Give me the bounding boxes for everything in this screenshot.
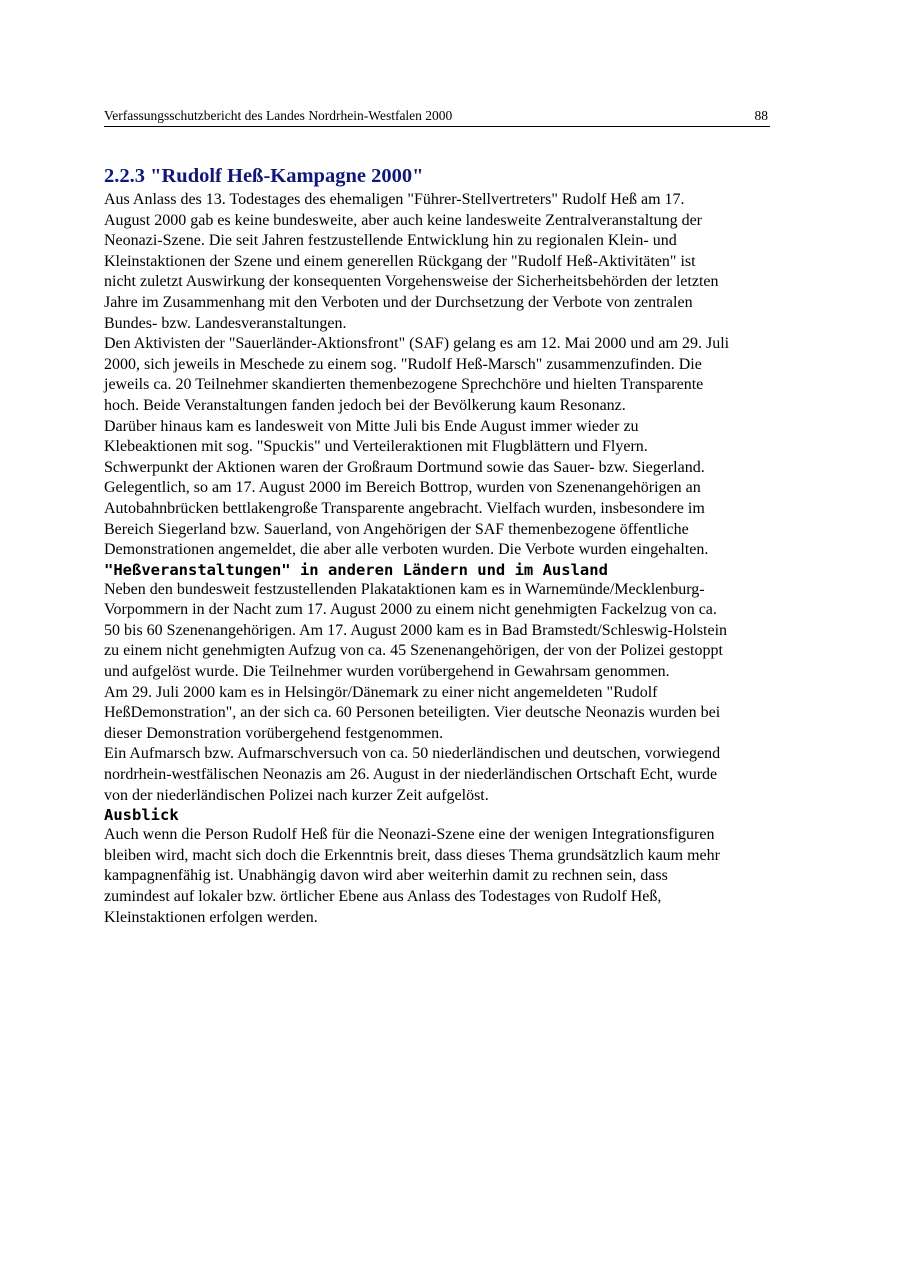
text-line: zu einem nicht genehmigten Aufzug von ca. 45 Szenenangehörigen, der von der Polizei gestoppt	[104, 642, 723, 660]
text-line: Demonstrationen angemeldet, die aber alle verboten wurden. Die Verbote wurden eingehalten.	[104, 541, 709, 559]
text-line: von der niederländischen Polizei nach kurzer Zeit aufgelöst.	[104, 786, 489, 804]
text-line: Neonazi-Szene. Die seit Jahren festzustellende Entwicklung hin zu regionalen Klein- und	[104, 232, 677, 250]
text-line: Kleinstaktionen erfolgen werden.	[104, 908, 318, 926]
text-line: kampagnenfähig ist. Unabhängig davon wird aber weiterhin damit zu rechnen sein, dass	[104, 867, 668, 885]
paragraph	[104, 417, 804, 561]
running-header-title: Verfassungsschutzbericht des Landes Nordrhein-Westfalen 2000	[104, 108, 453, 123]
text-line: hoch. Beide Veranstaltungen fanden jedoch bei der Bevölkerung kaum Resonanz.	[104, 396, 626, 414]
text-line: Kleinstaktionen der Szene und einem generellen Rückgang der "Rudolf Heß-Aktivitäten" ist	[104, 252, 696, 270]
text-line: Ein Aufmarsch bzw. Aufmarschversuch von ca. 50 niederländischen und deutschen, vorwiegend	[104, 745, 721, 763]
text-line: nordrhein-westfälischen Neonazis am 26. August in der niederländischen Ortschaft Echt, wurde	[104, 766, 718, 784]
text-line: Bundes- bzw. Landesveranstaltungen.	[104, 314, 347, 332]
text-line: 2000, sich jeweils in Meschede zu einem sog. "Rudolf Heß-Marsch" zusammenzufinden. Die	[104, 355, 702, 373]
text-line: Vorpommern in der Nacht zum 17. August 2000 zu einem nicht genehmigten Fackelzug von ca.	[104, 601, 717, 619]
text-line: Am 29. Juli 2000 kam es in Helsingör/Dänemark zu einer nicht angemeldeten "Rudolf	[104, 683, 658, 701]
text-line: Bereich Siegerland bzw. Sauerland, von Angehörigen der SAF themenbezogene öffentliche	[104, 520, 689, 538]
paragraph	[104, 825, 804, 928]
text-line: jeweils ca. 20 Teilnehmer skandierten themenbezogene Sprechchöre und hielten Transparente	[104, 376, 704, 394]
text-line: Aus Anlass des 13. Todestages des ehemaligen "Führer-Stellvertreters" Rudolf Heß am 17.	[104, 191, 685, 208]
text-line: nicht zuletzt Auswirkung der konsequenten Vorgehensweise der Sicherheitsbehörden der letzten	[104, 273, 719, 291]
paragraph	[104, 683, 804, 745]
text-line: zumindest auf lokaler bzw. örtlicher Ebene aus Anlass des Todestages von Rudolf Heß,	[104, 888, 662, 905]
paragraph	[104, 334, 804, 416]
text-line: bleiben wird, macht sich doch die Erkenntnis breit, dass dieses Thema grundsätzlich kaum mehr	[104, 846, 720, 864]
paragraph	[104, 580, 804, 683]
subsection-heading: "Heßveranstaltungen" in anderen Ländern und im Ausland	[104, 560, 608, 579]
section-title: 2.2.3 "Rudolf Heß-Kampagne 2000"	[104, 165, 424, 187]
page-header	[104, 107, 770, 127]
page-number: 88	[754, 108, 768, 123]
paragraph	[104, 190, 804, 334]
text-line: August 2000 gab es keine bundesweite, aber auch keine landesweite Zentralveranstaltung der	[104, 211, 703, 229]
text-line: Autobahnbrücken bettlakengroße Transparente angebracht. Vielfach wurden, insbesondere im	[104, 499, 705, 517]
text-line: Auch wenn die Person Rudolf Heß für die Neonazi-Szene eine der wenigen Integrationsfiguren	[104, 826, 715, 844]
text-line: Klebeaktionen mit sog. "Spuckis" und Verteileraktionen mit Flugblättern und Flyern.	[104, 438, 648, 456]
text-line: Den Aktivisten der "Sauerländer-Aktionsfront" (SAF) gelang es am 12. Mai 2000 und am 29. Juli	[104, 335, 730, 353]
text-line: Jahre im Zusammenhang mit den Verboten und der Durchsetzung der Verbote von zentralen	[104, 293, 693, 311]
text-line: HeßDemonstration", an der sich ca. 60 Personen beteiligten. Vier deutsche Neonazis wurden bei	[104, 704, 721, 722]
text-line: dieser Demonstration vorübergehend festgenommen.	[104, 724, 444, 742]
text-line: Schwerpunkt der Aktionen waren der Großraum Dortmund sowie das Sauer- bzw. Siegerland.	[104, 458, 705, 476]
paragraph	[104, 744, 804, 806]
subsection-heading: Ausblick	[104, 806, 179, 825]
text-line: und aufgelöst wurde. Die Teilnehmer wurden vorübergehend in Gewahrsam genommen.	[104, 663, 670, 681]
text-line: Darüber hinaus kam es landesweit von Mitte Juli bis Ende August immer wieder zu	[104, 417, 639, 435]
text-line: Gelegentlich, so am 17. August 2000 im Bereich Bottrop, wurden von Szenenangehörigen an	[104, 479, 701, 497]
text-line: Neben den bundesweit festzustellenden Plakataktionen kam es in Warnemünde/Mecklenburg-	[104, 580, 705, 598]
text-line: 50 bis 60 Szenenangehörigen. Am 17. August 2000 kam es in Bad Bramstedt/Schleswig-Holstein	[104, 621, 728, 639]
document-body	[104, 162, 804, 928]
